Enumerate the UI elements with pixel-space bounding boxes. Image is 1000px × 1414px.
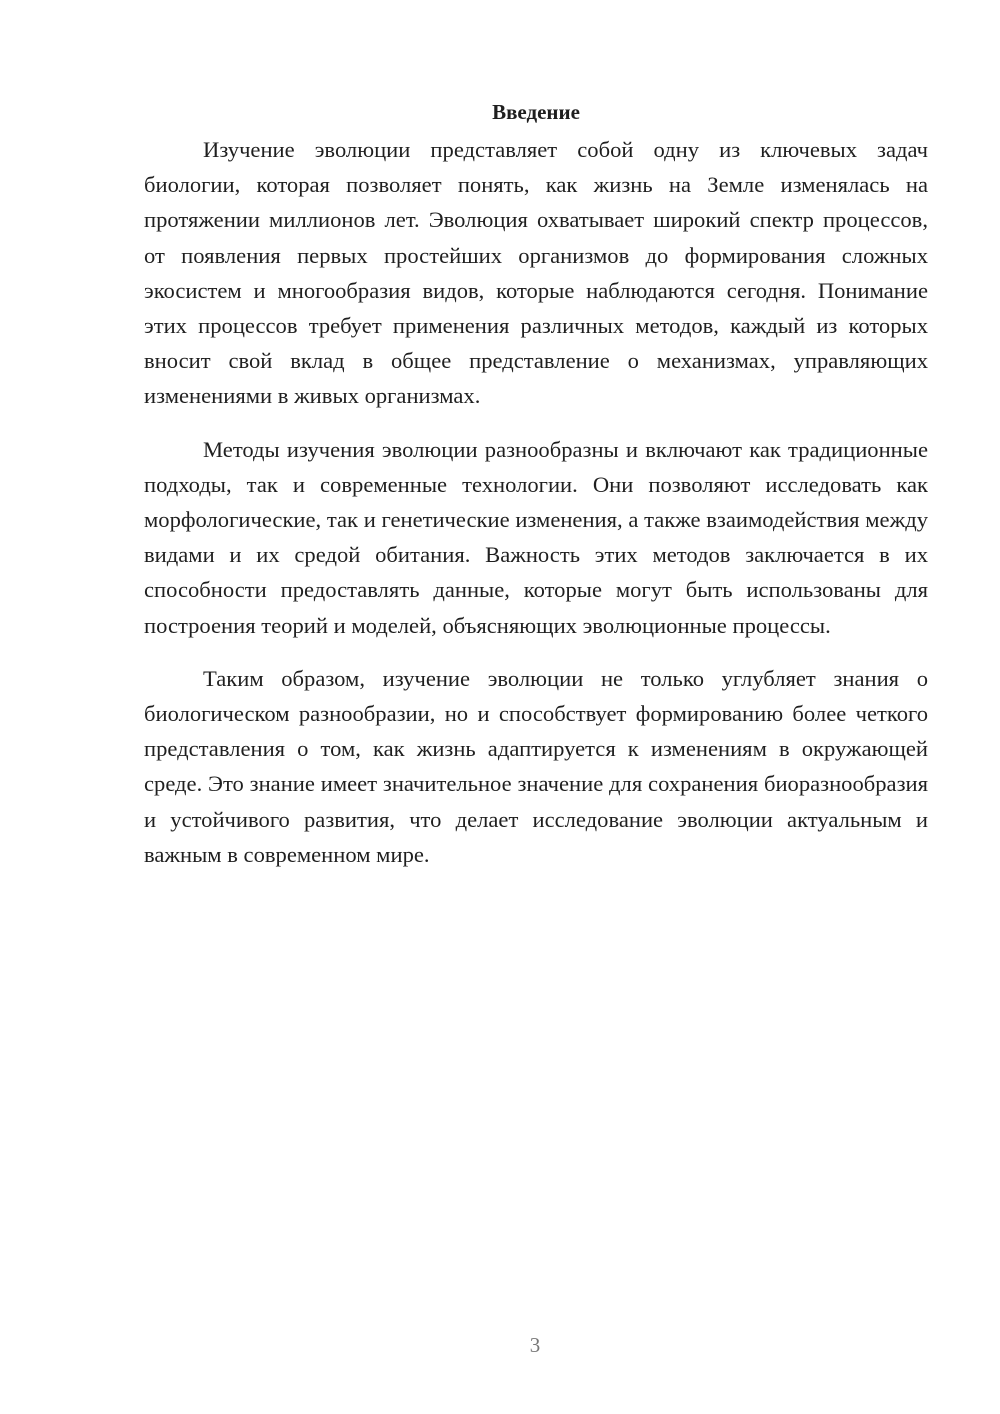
section-title: Введение <box>492 100 580 124</box>
page-number: 3 <box>529 1333 541 1357</box>
paragraph-1: Изучение эволюции представляет собой одну из ключевых задач биологии, которая позволяет понять, как жизнь на Земле изменялась на протяжении миллионов лет. Эволюция охватывает широкий спектр процессов, от появления первых простейших организмов до формирования сложных экосистем и многообразия видов, которые наблюдаются сегодня. Понимание этих процессов требует применения различных методов, каждый из которых вносит свой вклад в общее представление о механизмах, управляющих изменениями в живых организмах. <box>144 137 928 409</box>
page-content <box>144 96 928 872</box>
paragraph-2: Методы изучения эволюции разнообразны и включают как традиционные подходы, так и современные технологии. Они позволяют исследовать как морфологические, так и генетические изменения, а также взаимодействия между видами и их средой обитания. Важность этих методов заключается в их способности предоставлять данные, которые могут быть использованы для построения теорий и моделей, объясняющих эволюционные процессы. <box>144 436 928 638</box>
paragraph-3: Таким образом, изучение эволюции не только углубляет знания о биологическом разнообразии, но и способствует формированию более четкого представления о том, как жизнь адаптируется к изменениям в окружающей среде. Это знание имеет значительное значение для сохранения биоразнообразия и устойчивого развития, что делает исследование эволюции актуальным и важным в современном мире. <box>144 665 928 867</box>
